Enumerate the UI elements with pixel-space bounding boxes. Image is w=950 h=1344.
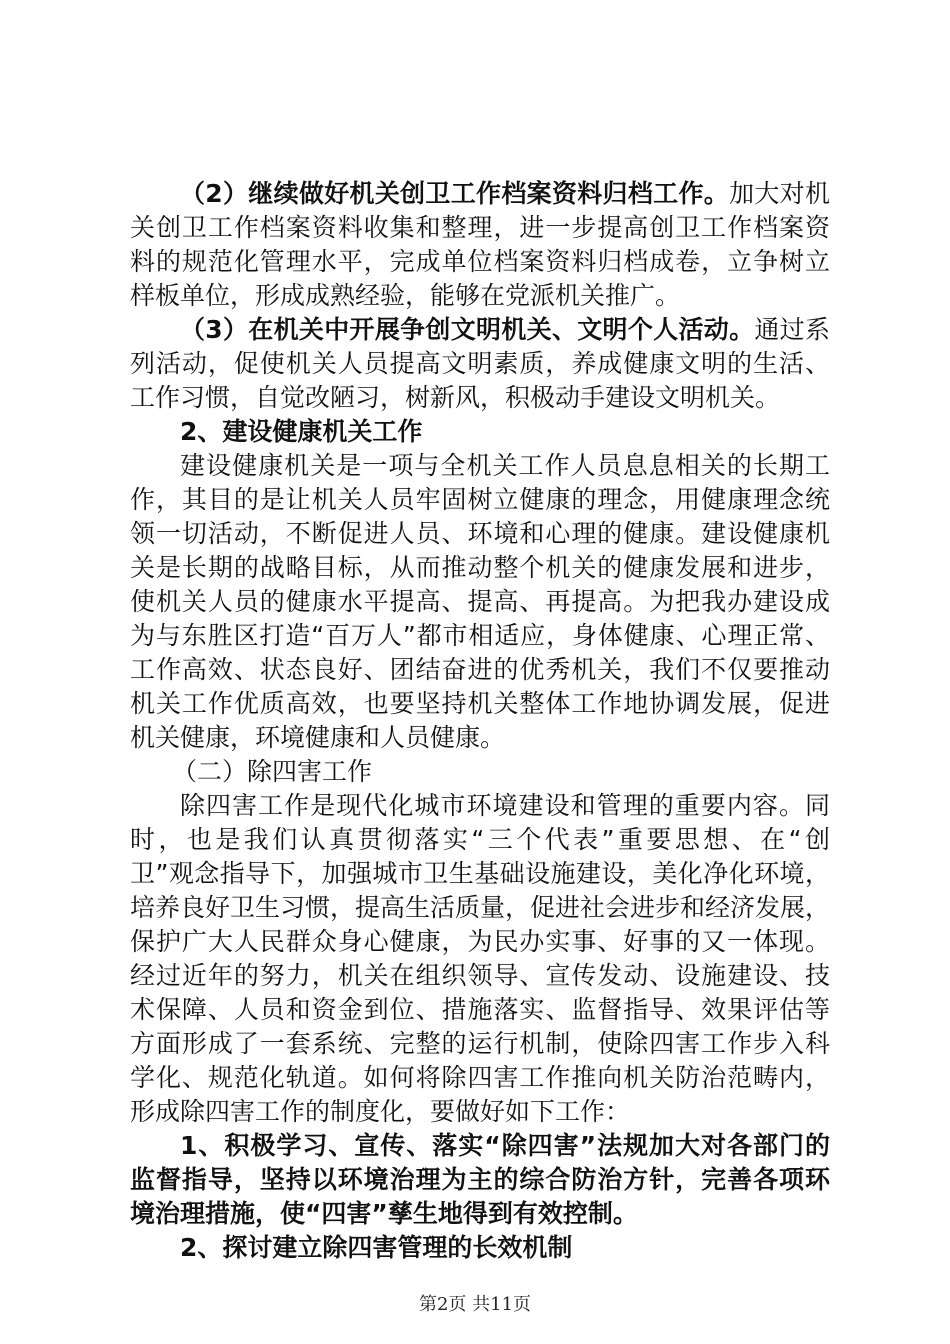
paragraph-line: 经过近年的努力，机关在组织领导、宣传发动、设施建设、技 — [130, 961, 830, 990]
paragraph-line: 领一切活动，不断促进人员、环境和心理的健康。建设健康机 — [130, 519, 830, 548]
paragraph-line: 术保障、人员和资金到位、措施落实、监督指导、效果评估等 — [130, 995, 830, 1024]
page-number-footer: 第2页 共11页 — [418, 1294, 532, 1315]
paragraph-line: 培养良好卫生习惯，提高生活质量，促进社会进步和经济发展， — [130, 893, 831, 922]
item-text: 加大对机 — [729, 179, 830, 208]
item-heading: （2）继续做好机关创卫工作档案资料归档工作。 — [180, 179, 730, 208]
paragraph-line: 机关健康，环境健康和人员健康。 — [130, 723, 506, 752]
section-heading: 2、建设健康机关工作 — [180, 417, 423, 446]
paragraph-line: 2、探讨建立除四害管理的长效机制 — [180, 1233, 573, 1262]
paragraph-line: 学化、规范化轨道。如何将除四害工作推向机关防治范畴内， — [130, 1063, 830, 1092]
paragraph-line: 境治理措施，使“四害”孳生地得到有效控制。 — [130, 1199, 638, 1228]
paragraph-line: 保护广大人民群众身心健康，为民办实事、好事的又一体现。 — [130, 927, 830, 956]
paragraph-line: 形成除四害工作的制度化，要做好如下工作： — [130, 1097, 631, 1126]
paragraph-line: 建设健康机关是一项与全机关工作人员息息相关的长期工 — [180, 451, 830, 480]
paragraph-line: 列活动，促使机关人员提高文明素质，养成健康文明的生活、 — [130, 349, 830, 378]
paragraph-line: 为与东胜区打造“百万人”都市相适应，身体健康、心理正常、 — [130, 621, 830, 650]
paragraph-line: 样板单位，形成成熟经验，能够在党派机关推广。 — [130, 281, 681, 310]
item-text: 通过系 — [754, 315, 830, 344]
paragraph-line — [180, 313, 830, 347]
paragraph-line — [180, 177, 830, 211]
paragraph-line: 时，也是我们认真贯彻落实“三个代表”重要思想、在“创 — [130, 825, 830, 854]
paragraph-line: 使机关人员的健康水平提高、提高、再提高。为把我办建设成 — [130, 587, 830, 616]
paragraph-line: 方面形成了一套系统、完整的运行机制，使除四害工作步入科 — [130, 1029, 830, 1058]
paragraph-line: 料的规范化管理水平，完成单位档案资料归档成卷，立争树立 — [130, 247, 830, 276]
paragraph-line: 关是长期的战略目标，从而推动整个机关的健康发展和进步， — [130, 553, 830, 582]
paragraph-line: 除四害工作是现代化城市环境建设和管理的重要内容。同 — [180, 791, 830, 820]
item-heading: （3）在机关中开展争创文明机关、文明个人活动。 — [180, 315, 755, 344]
paragraph-line: 工作高效、状态良好、团结奋进的优秀机关，我们不仅要推动 — [130, 655, 830, 684]
paragraph-line: 1、积极学习、宣传、落实“除四害”法规加大对各部门的 — [180, 1131, 830, 1160]
paragraph-line: 工作习惯，自觉改陋习，树新风，积极动手建设文明机关。 — [130, 383, 781, 412]
section-heading: （二）除四害工作 — [172, 757, 373, 786]
paragraph-line: 机关工作优质高效，也要坚持机关整体工作地协调发展，促进 — [130, 689, 830, 718]
paragraph-line: 卫”观念指导下，加强城市卫生基础设施建设，美化净化环境， — [130, 859, 830, 888]
paragraph-line: 作，其目的是让机关人员牢固树立健康的理念，用健康理念统 — [130, 485, 830, 514]
paragraph-line: 监督指导，坚持以环境治理为主的综合防治方针，完善各项环 — [130, 1165, 830, 1194]
paragraph-line: 关创卫工作档案资料收集和整理，进一步提高创卫工作档案资 — [130, 213, 830, 242]
